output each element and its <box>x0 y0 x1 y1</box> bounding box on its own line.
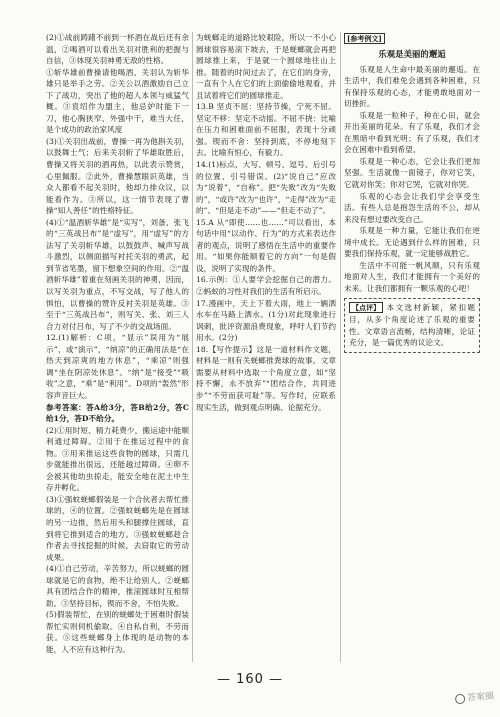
essay-paragraph: 乐观是一种心态，它会让我们更加坚强。生活就像一面镜子，你对它笑，它就对你笑；你对它哭，它就对你哭。 <box>344 156 480 190</box>
essay-paragraph: 生活中不可能一帆风顺，只有乐观地面对人生，我们才能拥有一个美好的未来。让我们都拥有一颗乐观的心吧！ <box>344 260 480 293</box>
answer-paragraph: (3)①强蚊蜣螂假装是一个合伙者去帮忙推球的，④的位置。②强蚊蜣螂先是在圆球的另一边推，然后用头和腿撑住圆球，直到将它推到适合的地方。③强蚊蜣螂趁合作者去寻找挖掘的时候，去窃取它的劳动成果。 <box>46 494 189 562</box>
example-essay-column <box>344 32 480 662</box>
column-divider <box>192 32 193 662</box>
stamp-icon <box>455 693 466 704</box>
answer-paragraph: 12.(1)解析：C项，“显示”误用为“展示”，或“演示”，“纳凉”的正确用法是“在热天到凉爽的地方休息”，“乘凉”则强调“坐在阴凉处休息”。“纳”是“接受”“吸收”之意，“乘”是“利用”。D项的“轰然”形容声音巨大。 <box>46 333 189 400</box>
answer-paragraph: (2)①战前踌躇不前到一杯酒在战后还有余温，②喝酒可以看出关羽对胜利的把握与自信，③体现关羽神勇无敌的性格。 <box>46 33 189 66</box>
answer-column-left <box>46 32 189 662</box>
answer-paragraph: (4)①自己劳动，辛苦努力，所以蜣螂的圆球就是它的食物，绝不让给别人。②蜣螂具有团结合作的精神，推滚圆球时互相帮助。③坚持目标，锲而不舍，不怕失败。 <box>46 564 189 608</box>
answer-paragraph: (4)①“温酒斩华雄”是“实写”，刘备、张飞的“三英战吕布”是“虚写”，用“虚写”的方法写了关羽斩华雄，以鼓鼓声、喊声写战斗激烈，以侧面描写衬托关羽的勇武，起到节省笔墨，留下想象空间的作用。②“温酒斩华雄”着重在刻画关羽的神勇，因而，以写关羽为重点，不写交战，写了他人的惧怕，以曹操的赞许反衬关羽是英雄。③至于“三英战吕布”，则写关、张、刘三人合力对付吕布，写了不少的交战场面。 <box>46 217 189 331</box>
answer-paragraph: 13.B 坚贞不屈：坚持节操，宁死不屈。坚定不移：坚定不动摇。不屈不挠：比喻在压力和困难面前不屈服，表现十分顽强。锲而不舍：坚持到底，不停地刻下去。比喻有恒心，有毅力。 <box>196 102 336 158</box>
example-essay-tag: [参考例文] <box>344 33 385 44</box>
essay-paragraph: 乐观是人生命中最美丽的邂逅。在生活中，我们难免会遇到各种困难，只有保持乐观的心态，才能勇敢地面对一切挫折。 <box>344 64 480 109</box>
watermark-logo <box>455 689 495 705</box>
answer-paragraph: 16.示例：①人要学会挖掘自己的潜力。②蚂蚁的习性对我们的生活有所启示。 <box>196 275 336 297</box>
answer-paragraph: 15.A 从“即使……也……”可以看出，本句话中用“以动作、行为”的方式来表达作者的观点，说明了感悟在生活中的重要作用。“如果你能顺着它的方向”一句是假设，说明了实现的条件。 <box>196 217 336 273</box>
column-divider <box>340 32 341 662</box>
answer-paragraph: (5)假装帮忙，在别的蜣螂处于困难时假装帮忙实则伺机偷取。④自私自利，不劳而获。⑤这些蜣螂身上体现的是动物的本能，人不应有这种行为。 <box>46 610 189 654</box>
answer-paragraph: 17.漫画中，天上下着大雨，地上一辆洒水车在马路上洒水。(1分)对此现象进行讽刺，批评资源浪费现象，呼吁人们节约用水。(2分) <box>196 298 336 343</box>
answer-paragraph: 18.【写作提示】这是一道材料作文题，材料是一则有关蜣螂推粪球的故事。文章需要从材料中选取一个角度立意，如“坚持不懈，永不放弃”“团结合作，共同进步”“不劳而获可耻”等。写作时，应联系现实生活，做到观点明确、论据充分。 <box>196 344 336 412</box>
essay-paragraph: 乐观是一种力量，它能让我们在逆境中成长。无论遇到什么样的困难，只要我们保持乐观，就一定能够战胜它。 <box>344 226 480 259</box>
essay-paragraph: 乐观是一粒种子，种在心田，就会开出美丽的花朵。有了乐观，我们才会在黑暗中看到光明；有了乐观，我们才会在困难中看到希望。 <box>344 110 480 155</box>
comment-tag: 【点评】 <box>349 302 383 313</box>
answer-paragraph: (3)①关羽出战前，曹操一再为他斟关羽，以鼓舞士气；后来关羽斩了华雄取胜后，曹操又将关羽的酒再热，以此表示赞赏，心里佩服。②此外，曹操慧眼识英雄，当众人都看不起关羽时，他却力排众议，以能看作为。③所以，这一情节表现了曹操“知人善任”的性格特征。 <box>46 136 189 216</box>
comment-text: 本文选材新颖，紧扣题目，从多个角度论述了乐观的重要性。文章语言流畅，结构清晰，论证充分，是一篇优秀的议论文。 <box>349 303 475 348</box>
essay-comment-box <box>344 298 480 352</box>
answer-paragraph: ①斩华雄前曹操请他喝酒、关羽认为斩华雄只是举手之劳。②关公以酒激励自己立下了战功，突出了他的超人本领与威猛气概。③袁绍作为盟主，他忌妒时能下一刀，他心胸狭窄、外强中干，难当大任，是个成功的政治家风度 <box>46 67 189 135</box>
answer-column-middle <box>196 32 336 662</box>
watermark-text: 答案圈 <box>466 691 495 704</box>
answer-paragraph: 为蜣螂走的道路比较艰险，所以一不小心圆球很容易滚下坡去，于是蜣螂就会再把圆球推上来，于是就一个圆球地往山上推。随着的时间过去了，在它们的身旁，一直有个人在它们的上面偷偷地观看，并且试着将它们的圆球推走。 <box>196 33 336 100</box>
answer-key: 参考答案：答A给3分，答B给2分，答C给1分，答D不给分。 <box>46 402 189 424</box>
answer-paragraph: 14.(1)标点、大写、顿号、逗号、后引号的位置、引号错误。(2)“说自己”应改为“说着”，“自称”。把“失败”改为“失败的”，“或许”改为“也许”，“走得”改为“走的”。“但是走不动”——“但走不动了”。 <box>196 160 336 216</box>
essay-paragraph: 乐观的心态会让我们学会享受生活。有些人总是抱怨生活的不公，却从来没有想过要改变自己。 <box>344 191 480 224</box>
answer-paragraph: (2)①用时短、精力耗费少，搬运途中能顺利通过障碍。②用于在推运过程中的食物。③用来推运这些食物的圆球，只需几步就能推出很远，还能越过障碍。④卵不会被其他幼虫掠走，能安全地在泥土中生存并孵化。 <box>46 425 189 493</box>
page-number: — 160 — <box>216 672 284 687</box>
essay-title: 乐观是美丽的邂逅 <box>378 49 446 59</box>
